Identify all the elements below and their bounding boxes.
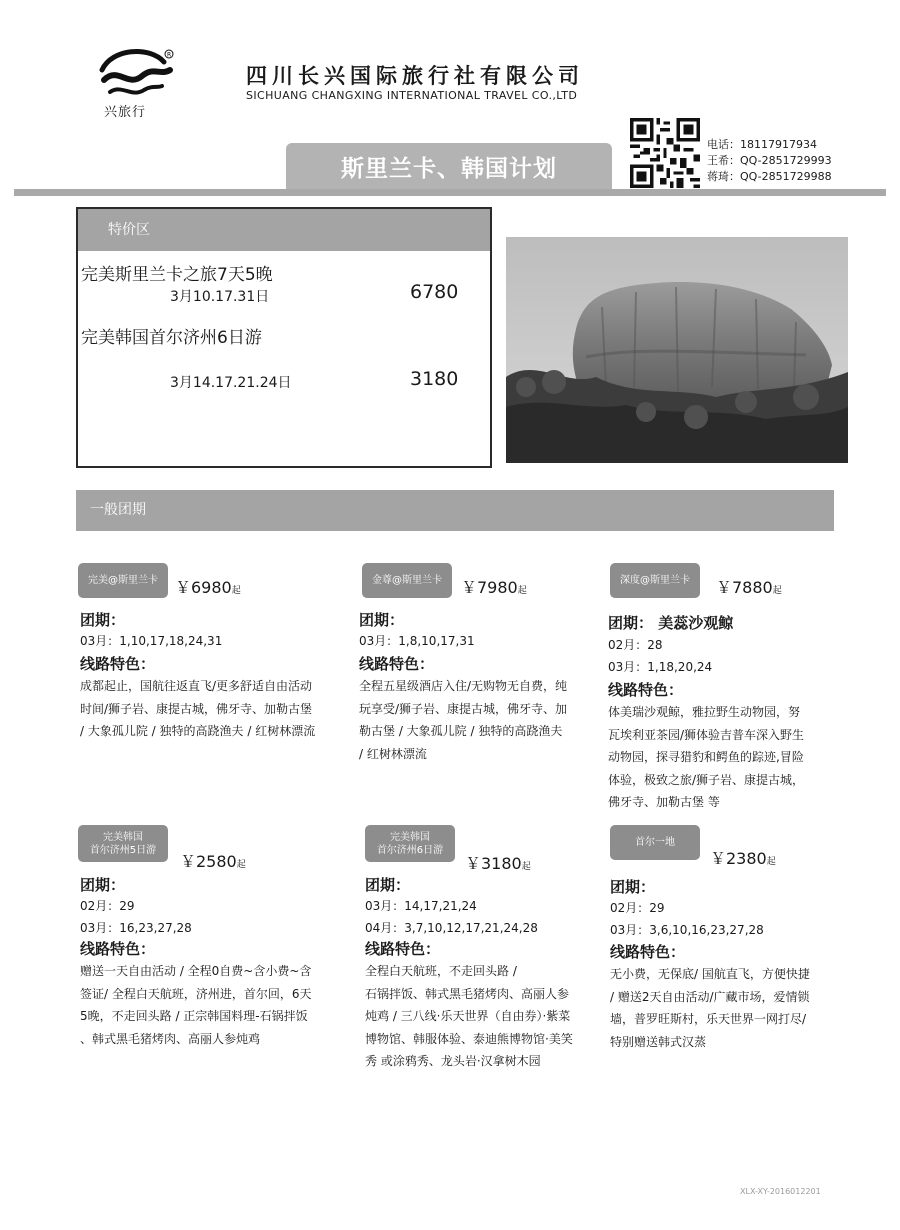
special-offer-box xyxy=(76,207,492,468)
groups-label: 团期： xyxy=(80,876,126,894)
tour-price: ￥3180起 xyxy=(465,854,531,873)
groups-label: 团期： xyxy=(359,611,405,629)
tour-badge: 首尔一地 xyxy=(610,825,700,860)
features-label: 线路特色： xyxy=(80,940,156,958)
contact-qq-1: 王希：QQ-2851729993 xyxy=(707,154,832,167)
tour-features: 赠送一天自由活动 / 全程0自费~含小费~含 签证/ 全程白天航班，济州进，首尔回，6天 5晚，不走回头路 / 正宗韩国料理-石锅拌饭 、韩式黑毛猪烤肉、高丽人参炖鸡 xyxy=(80,964,312,1046)
features-label: 线路特色： xyxy=(610,943,686,961)
groups-label: 团期： xyxy=(610,878,656,896)
company-name-cn: 四川长兴国际旅行社有限公司 xyxy=(246,64,584,88)
tour-badge: 深度@斯里兰卡 xyxy=(610,563,700,598)
sigiriya-rock-photo xyxy=(506,237,848,463)
tour-features: 全程五星级酒店入住/无购物无自费，纯 玩享受/狮子岩、康提古城，佛牙寺、加 勒古堡 / 大象孤儿院 / 独特的高跷渔夫 / 红树林漂流 xyxy=(359,679,568,761)
special-item-price: 3180 xyxy=(410,368,459,390)
tour-features: 成都起止，国航往返直飞/更多舒适自由活动 时间/狮子岩、康提古城，佛牙寺、加勒古堡 / 大象孤儿院 / 独特的高跷渔夫 / 红树林漂流 xyxy=(80,679,316,738)
tour-features: 体美瑞沙观鲸，雅拉野生动物园，努 瓦埃利亚茶园/狮体验吉普车深入野生 动物园，探寻猎豹和鳄鱼的踪迹,冒险 体验，极致之旅/狮子岩、康提古城， 佛牙寺、加勒古堡 等 xyxy=(608,705,805,809)
special-offer-heading: 特价区 xyxy=(78,209,490,251)
tour-badge: 完美韩国 首尔济州5日游 xyxy=(78,825,168,862)
page-title: 斯里兰卡、韩国计划 xyxy=(286,143,612,191)
group-dates: 02月：29 03月：3,6,10,16,23,27,28 xyxy=(610,901,764,937)
tour-badge: 金尊@斯里兰卡 xyxy=(362,563,452,598)
features-label: 线路特色： xyxy=(608,681,684,699)
group-dates: 03月：14,17,21,24 04月：3,7,10,12,17,21,24,28 xyxy=(365,899,538,935)
section-general-tours: 一般团期 xyxy=(76,490,834,531)
group-dates: 02月：28 03月：1,18,20,24 xyxy=(608,638,713,674)
special-item-price: 6780 xyxy=(410,281,459,303)
company-name-en: SICHUANG CHANGXING INTERNATIONAL TRAVEL CO.,LTD xyxy=(246,89,578,102)
tour-price: ￥2580起 xyxy=(180,852,246,871)
groups-label: 团期： 美蕊沙观鲸 xyxy=(608,614,734,632)
svg-text:R: R xyxy=(167,51,172,59)
tour-price: ￥6980起 xyxy=(175,578,241,597)
group-dates: 03月：1,8,10,17,31 xyxy=(359,634,475,648)
qr-code xyxy=(630,118,700,188)
features-label: 线路特色： xyxy=(359,655,435,673)
special-item-dates: 3月14.17.21.24日 xyxy=(170,375,292,391)
tour-badge: 完美@斯里兰卡 xyxy=(78,563,168,598)
groups-label: 团期： xyxy=(80,611,126,629)
group-dates: 02月：29 03月：16,23,27,28 xyxy=(80,899,192,935)
special-item-name: 完美韩国首尔济州6日游 xyxy=(81,328,262,348)
group-dates: 03月：1,10,17,18,24,31 xyxy=(80,634,223,648)
special-item-dates: 3月10.17.31日 xyxy=(170,289,270,305)
contact-phone: 电话：18117917934 xyxy=(707,138,817,151)
features-label: 线路特色： xyxy=(80,655,156,673)
header-divider xyxy=(14,189,886,196)
document-code: XLX-XY-2016012201 xyxy=(740,1187,821,1196)
contact-qq-2: 蒋琦：QQ-2851729988 xyxy=(707,170,832,183)
features-label: 线路特色： xyxy=(365,940,441,958)
tour-features: 全程白天航班，不走回头路 / 石锅拌饭、韩式黑毛猪烤肉、高丽人参 炖鸡 / 三八线·乐天世界（自由券）·紫菜 博物馆、韩服体验、泰迪熊博物馆·美笑 秀 或涂鸦秀、龙头岩·汉拿树木园 xyxy=(365,964,573,1068)
tour-price: ￥7980起 xyxy=(461,578,527,597)
tour-features: 无小费，无保底/ 国航直飞，方便快捷 / 赠送2天自由活动/广藏市场，爱情锁 墙，普罗旺斯村，乐天世界一网打尽/ 特别赠送韩式汉蒸 xyxy=(610,967,810,1049)
logo-caption: 兴旅行 xyxy=(104,105,147,120)
tour-badge: 完美韩国 首尔济州6日游 xyxy=(365,825,455,862)
tour-price: ￥7880起 xyxy=(716,578,782,597)
contact-info xyxy=(707,137,832,185)
special-item-name: 完美斯里兰卡之旅7天5晚 xyxy=(81,265,273,285)
groups-label: 团期： xyxy=(365,876,411,894)
tour-price: ￥2380起 xyxy=(710,849,776,868)
